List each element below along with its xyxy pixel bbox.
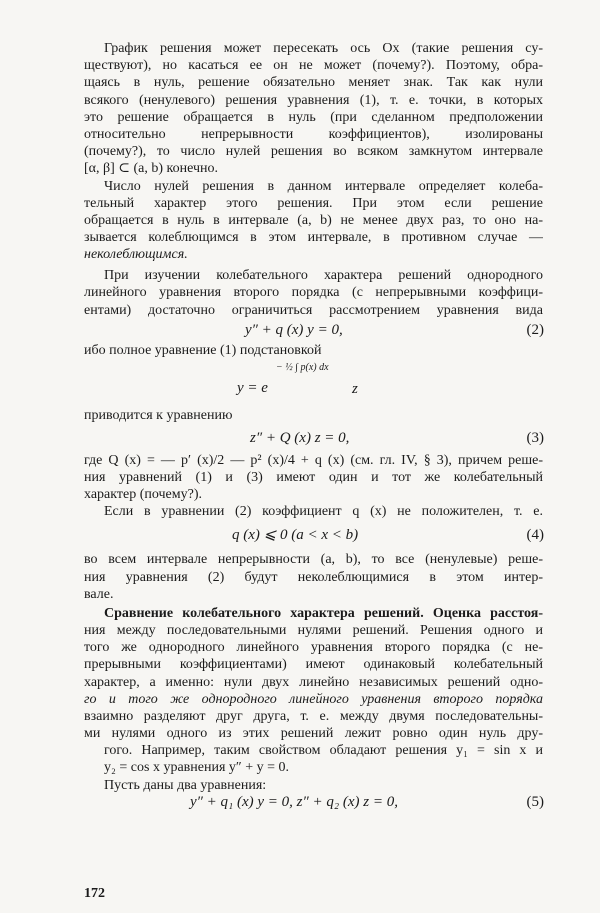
- equation-3-number: (3): [526, 430, 544, 446]
- text-line: прерывными коэффициентами) имеют одинаковый колебательный: [84, 657, 543, 672]
- text-line: характер, а именно: нули двух линейно независимых решений одно-: [84, 675, 543, 690]
- text-line: ния уравнения (2) будут неколеблющимися в этом интер-: [84, 570, 543, 585]
- text-line: того же однородного линейного уравнения второго порядка (с не-: [84, 640, 543, 655]
- equation-2-number: (2): [526, 322, 544, 338]
- text-line: Число нулей решения в данном интервале определяет колеба-: [104, 179, 543, 194]
- text-line: обращается в нуль в интервале (a, b) не менее двух раз, то оно на-: [84, 213, 543, 228]
- substitution-rhs: z: [352, 381, 358, 397]
- text-line: ентами) достаточно ограничиться рассмотрением уравнения вида: [84, 303, 543, 318]
- text-line: где Q (x) = — p′ (x)/2 — p² (x)/4 + q (x) (см. гл. IV, § 3), причем реше-: [84, 453, 543, 468]
- text-line: График решения может пересекать ось Ox (такие решения су-: [104, 41, 543, 56]
- text-line: ми нулями одного из этих решений лежит ровно один нуль дру-: [84, 726, 543, 741]
- equation-4: q (x) ⩽ 0 (a < x < b): [232, 527, 359, 543]
- text-line: вале.: [84, 587, 114, 602]
- text-line: Пусть даны два уравнения:: [104, 778, 267, 793]
- text-line: взаимно разделяют друг друга, т. е. между двумя последовательны-: [84, 709, 543, 724]
- text-line: во всем интервале непрерывности (a, b), то все (ненулевые) реше-: [84, 552, 543, 567]
- page-number: 172: [84, 886, 105, 901]
- substitution-lhs: y = e: [237, 380, 268, 396]
- text-line: линейного уравнения второго порядка (с непрерывными коэффици-: [84, 285, 543, 300]
- text-line: [α, β] ⊂ (a, b) конечно.: [84, 161, 219, 176]
- text-line: гого. Например, таким свойством обладают решения y₁ = sin x и: [104, 743, 543, 758]
- equation-3: z″ + Q (x) z = 0,: [250, 430, 350, 446]
- text-line: ния уравнений (1) и (3) имеют один и тот же колебательный: [84, 470, 543, 485]
- text-line: ибо полное уравнение (1) подстановкой: [84, 343, 322, 358]
- text-line: ществуют), но касаться ее он не может (почему?). Поэтому, обра-: [84, 58, 543, 73]
- text-line: щаясь в нуль, решение обязательно меняет знак. Так как нули: [84, 75, 543, 90]
- equation-5: y″ + q₁ (x) y = 0, z″ + q₂ (x) z = 0,: [190, 794, 398, 810]
- section-heading-line: Сравнение колебательного характера решений. Оценка расстоя-: [104, 606, 543, 621]
- text-line: относительно непрерывности коэффициентов), изолированы: [84, 127, 543, 142]
- text-line: го и того же однородного линейного уравнения второго порядка: [84, 692, 543, 707]
- equation-4-number: (4): [526, 527, 544, 543]
- equation-2: y″ + q (x) y = 0,: [245, 322, 343, 338]
- text-line: Если в уравнении (2) коэффициент q (x) не положителен, т. е.: [104, 504, 543, 519]
- text-line: y₂ = cos x уравнения y″ + y = 0.: [104, 760, 290, 775]
- text-line: При изучении колебательного характера решений однородного: [104, 268, 543, 283]
- text-line: характер (почему?).: [84, 487, 202, 502]
- equation-5-number: (5): [526, 794, 544, 810]
- text-line: приводится к уравнению: [84, 408, 233, 423]
- text-line: тельный характер этого решения. При этом если решение: [84, 196, 543, 211]
- text-line: неколеблющимся.: [84, 247, 188, 262]
- text-line: ния между последовательными нулями решений. Решения одного и: [84, 623, 543, 638]
- text-line: всякого (ненулевого) решения уравнения (1), т. е. точки, в которых: [84, 93, 543, 108]
- substitution-exponent: − ½ ∫ p(x) dx: [276, 362, 329, 373]
- text-line: (почему?), то число нулей решения во всяком замкнутом интервале: [84, 144, 543, 159]
- text-line: это решение обращается в нуль (при сделанном предположении: [84, 110, 543, 125]
- text-line: зывается колеблющимся в этом интервале, в противном случае —: [84, 230, 543, 245]
